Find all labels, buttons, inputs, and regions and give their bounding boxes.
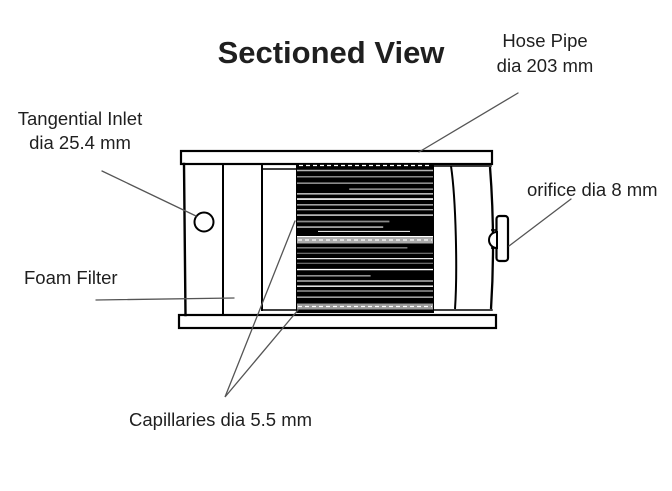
hose-pipe-label-line2: dia 203 mm [496,55,594,76]
hose-pipe-label [478,28,612,78]
bottom-plate [179,315,496,328]
orifice-label: orifice dia 8 mm [527,179,658,200]
tangential-inlet-hole [195,213,214,232]
top-plate [181,151,492,164]
foam-filter-leader [96,298,234,300]
tangential-inlet-leader [102,171,196,216]
figure-title: Sectioned View [217,35,445,70]
orifice-opening [489,232,497,248]
orifice-leader [509,199,571,246]
tangential-inlet-label [8,107,152,155]
tangential-inlet-label-line2: dia 25.4 mm [29,132,131,153]
foam-filter-label: Foam Filter [24,267,118,288]
tangential-inlet-label-line1: Tangential Inlet [17,108,143,129]
hose-pipe-leader [419,93,518,152]
capillary-bundle [296,163,434,313]
orifice-fitting-tab [497,216,509,261]
dome-inner-arc [451,166,456,309]
hose-pipe-label-line1: Hose Pipe [502,30,588,51]
left-wall-line [184,164,186,315]
capillaries-label: Capillaries dia 5.5 mm [129,409,313,430]
